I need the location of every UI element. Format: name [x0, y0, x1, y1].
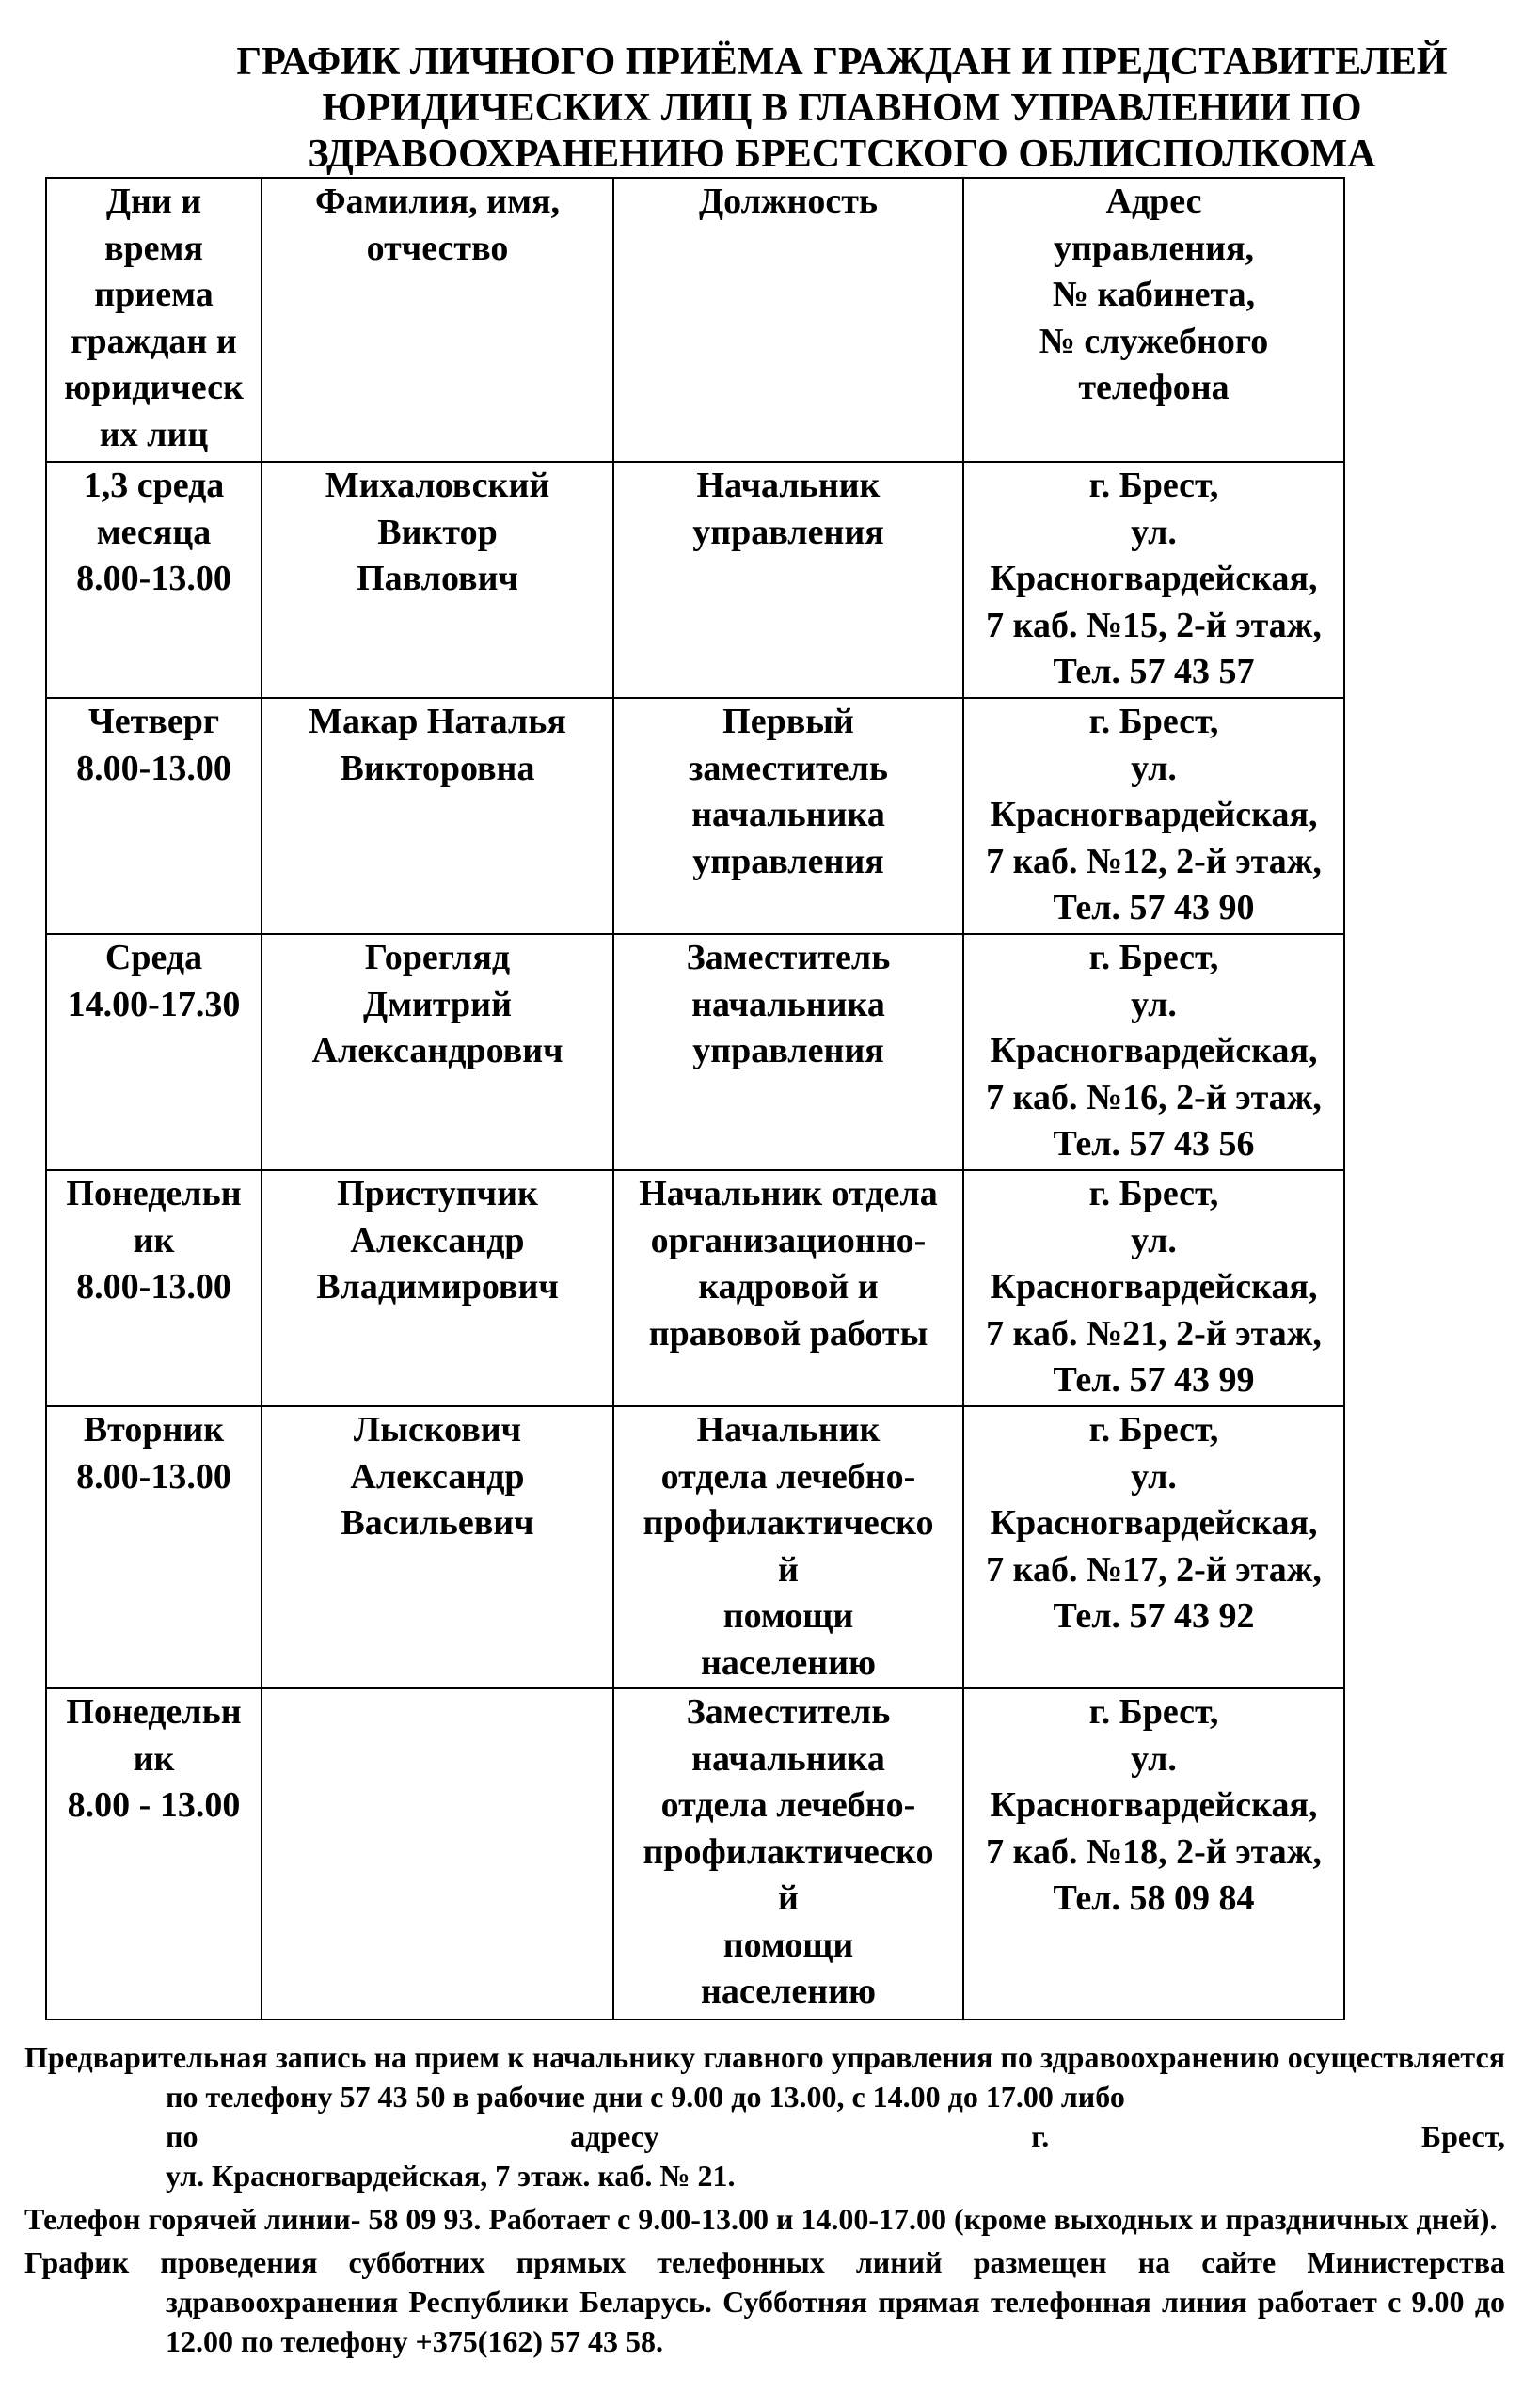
- note-word: по: [166, 2119, 198, 2153]
- cell-text-line: Тел. 57 43 99: [1053, 1360, 1255, 1400]
- cell-text-line: Тел. 57 43 57: [1053, 652, 1255, 691]
- cell-text-line: Викторовна: [340, 748, 535, 788]
- cell-address: [963, 1406, 1344, 1688]
- cell-text-line: й: [778, 1549, 799, 1590]
- cell-position: [613, 462, 963, 698]
- cell-text-line: № кабинета,: [1052, 275, 1256, 314]
- cell-position: [613, 1406, 963, 1688]
- note-saturday-lines: График проведения субботних прямых телефонных линий размещен на сайте Министерства здравоохранения Республики Беларусь. Субботняя прямая телефонная линия работает с 9.00 до 12.00 по телефону +375(162) 57 43 58.: [24, 2245, 1505, 2358]
- cell-text-line: Михаловский: [325, 466, 550, 505]
- cell-text-line: 14.00-17.30: [67, 984, 241, 1024]
- table-row: [46, 698, 1344, 934]
- cell-text-line: управления: [692, 841, 884, 881]
- cell-text-line: Красногвардейская,: [990, 559, 1318, 598]
- cell-text-line: Заместитель: [686, 938, 891, 977]
- cell-days: [46, 1170, 262, 1406]
- cell-text-line: граждан и: [71, 321, 237, 361]
- note-word: г.: [1031, 2119, 1050, 2153]
- cell-text-line: Среда: [104, 938, 203, 977]
- cell-text-line: управления: [692, 1031, 884, 1070]
- cell-text-line: время: [104, 228, 203, 268]
- cell-text-line: 7 каб. №15, 2-й этаж,: [986, 605, 1322, 645]
- cell-text-line: 7 каб. №12, 2-й этаж,: [986, 841, 1322, 881]
- cell-text-line: г. Брест,: [1088, 1410, 1219, 1450]
- cell-text-line: Макар Наталья: [309, 702, 566, 741]
- cell-text-line: Первый: [722, 702, 854, 741]
- cell-text-line: начальника: [691, 795, 885, 834]
- cell-address: [963, 1170, 1344, 1406]
- cell-text-line: Владимирович: [316, 1267, 559, 1307]
- notes-section: [24, 2037, 1505, 2365]
- cell-text-line: приема: [94, 275, 214, 314]
- cell-name: [262, 462, 613, 698]
- cell-text-line: Красногвардейская,: [990, 1785, 1318, 1825]
- cell-text-line: Александр: [350, 1456, 525, 1497]
- cell-text-line: Должность: [698, 182, 879, 221]
- cell-text-line: Красногвардейская,: [990, 1031, 1318, 1070]
- cell-text-line: населению: [700, 1972, 877, 2011]
- cell-text-line: отдела лечебно-: [660, 1456, 916, 1497]
- cell-days: [46, 698, 262, 934]
- cell-text-line: г. Брест,: [1088, 702, 1219, 741]
- cell-text-line: Александр: [350, 1220, 525, 1260]
- cell-name: [262, 1688, 613, 2020]
- note-appointment-text: Предварительная запись на прием к начальнику главного управления по здравоохранению осуществляется по телефону 57 43 50 в рабочие дни с 9.00 до 13.00, с 14.00 до 17.00 либо: [24, 2040, 1505, 2114]
- cell-days: [46, 1688, 262, 2020]
- cell-text-line: управления: [692, 512, 884, 552]
- cell-days: [46, 934, 262, 1170]
- header-name: [262, 178, 613, 462]
- note-word: Брест,: [1420, 2119, 1505, 2153]
- cell-text-line: населению: [700, 1642, 877, 1683]
- cell-text-line: 8.00-13.00: [76, 1456, 231, 1497]
- cell-text-line: Красногвардейская,: [990, 1503, 1318, 1543]
- cell-text-line: кадровой и: [698, 1267, 879, 1307]
- cell-text-line: Тел. 57 43 56: [1053, 1124, 1255, 1164]
- cell-text-line: профилактическо: [643, 1831, 934, 1872]
- cell-text-line: Четверг: [87, 702, 220, 741]
- cell-text-line: Понедельн: [66, 1174, 242, 1213]
- table-header-row: [46, 178, 1344, 462]
- table-row: [46, 1688, 1344, 2020]
- cell-position: [613, 934, 963, 1170]
- cell-text-line: г. Брест,: [1088, 1174, 1219, 1213]
- cell-text-line: Виктор: [377, 512, 498, 552]
- cell-text-line: профилактическо: [643, 1503, 934, 1543]
- cell-text-line: заместитель: [689, 748, 888, 788]
- cell-text-line: Начальник: [696, 1410, 881, 1450]
- cell-text-line: Тел. 57 43 90: [1053, 888, 1255, 927]
- cell-text-line: Приступчик: [337, 1174, 538, 1213]
- cell-text-line: Павлович: [357, 559, 518, 598]
- cell-text-line: ул.: [1131, 1220, 1177, 1260]
- cell-text-line: организационно-: [650, 1220, 927, 1260]
- cell-text-line: Фамилия, имя,: [314, 182, 561, 221]
- cell-text-line: Дмитрий: [363, 984, 512, 1024]
- cell-text-line: 8.00 - 13.00: [67, 1785, 241, 1825]
- cell-name: [262, 1170, 613, 1406]
- note-appointment-address-line: [166, 2116, 1505, 2156]
- cell-position: [613, 1170, 963, 1406]
- cell-text-line: Адрес: [1105, 182, 1202, 221]
- cell-text-line: ул.: [1131, 512, 1177, 552]
- cell-address: [963, 462, 1344, 698]
- reception-schedule-table: [45, 177, 1345, 2020]
- cell-text-line: й: [778, 1878, 799, 1918]
- cell-text-line: начальника: [691, 1738, 885, 1779]
- cell-text-line: № служебного: [1039, 321, 1269, 361]
- cell-text-line: ул.: [1131, 984, 1177, 1024]
- cell-text-line: Вторник: [83, 1410, 225, 1450]
- cell-text-line: ул.: [1131, 1456, 1177, 1497]
- cell-text-line: Горегляд: [364, 938, 511, 977]
- cell-text-line: Александрович: [311, 1031, 563, 1070]
- cell-text-line: 7 каб. №17, 2-й этаж,: [986, 1549, 1322, 1590]
- document-title: [179, 40, 1505, 178]
- cell-position: [613, 698, 963, 934]
- cell-text-line: ик: [133, 1738, 175, 1779]
- cell-text-line: 7 каб. №21, 2-й этаж,: [986, 1313, 1322, 1354]
- cell-text-line: Васильевич: [341, 1503, 534, 1543]
- cell-text-line: г. Брест,: [1088, 938, 1219, 977]
- cell-text-line: правовой работы: [648, 1313, 928, 1354]
- cell-name: [262, 698, 613, 934]
- header-position: [613, 178, 963, 462]
- header-address: [963, 178, 1344, 462]
- cell-address: [963, 698, 1344, 934]
- cell-text-line: Начальник: [696, 466, 881, 505]
- cell-name: [262, 1406, 613, 1688]
- cell-text-line: 8.00-13.00: [76, 748, 231, 788]
- cell-name: [262, 934, 613, 1170]
- header-days: [46, 178, 262, 462]
- cell-text-line: 1,3 среда: [83, 466, 225, 505]
- title-line-3: ЗДРАВООХРАНЕНИЮ БРЕСТСКОГО ОБЛИСПОЛКОМА: [308, 133, 1376, 176]
- cell-text-line: юридическ: [64, 368, 244, 407]
- table-row: [46, 934, 1344, 1170]
- cell-text-line: их лиц: [99, 414, 209, 454]
- table-row: [46, 1406, 1344, 1688]
- cell-text-line: помощи: [722, 1596, 854, 1636]
- cell-text-line: Красногвардейская,: [990, 1267, 1318, 1307]
- cell-text-line: Тел. 58 09 84: [1053, 1878, 1255, 1918]
- title-line-1: ГРАФИК ЛИЧНОГО ПРИЁМА ГРАЖДАН И ПРЕДСТАВИТЕЛЕЙ: [236, 40, 1448, 84]
- cell-text-line: начальника: [691, 984, 885, 1024]
- cell-position: [613, 1688, 963, 2020]
- cell-days: [46, 462, 262, 698]
- cell-address: [963, 934, 1344, 1170]
- cell-text-line: управления,: [1053, 228, 1255, 268]
- cell-text-line: Лыскович: [353, 1410, 522, 1450]
- note-appointment: [24, 2037, 1505, 2195]
- cell-text-line: Красногвардейская,: [990, 795, 1318, 834]
- cell-days: [46, 1406, 262, 1688]
- cell-text-line: ул.: [1131, 1738, 1177, 1779]
- table-row: [46, 462, 1344, 698]
- note-word: адресу: [570, 2119, 659, 2153]
- cell-text-line: Дни и: [105, 182, 202, 221]
- table-row: [46, 1170, 1344, 1406]
- cell-text-line: помощи: [722, 1925, 854, 1965]
- cell-text-line: телефона: [1078, 368, 1230, 407]
- cell-text-line: отчество: [366, 228, 509, 268]
- title-line-2: ЮРИДИЧЕСКИХ ЛИЦ В ГЛАВНОМ УПРАВЛЕНИИ ПО: [322, 87, 1362, 130]
- cell-text-line: отдела лечебно-: [660, 1785, 916, 1825]
- cell-text-line: месяца: [96, 512, 212, 552]
- cell-text-line: Тел. 57 43 92: [1053, 1596, 1255, 1636]
- cell-text-line: ул.: [1131, 748, 1177, 788]
- cell-address: [963, 1688, 1344, 2020]
- cell-text-line: 8.00-13.00: [76, 559, 231, 598]
- cell-text-line: г. Брест,: [1088, 1692, 1219, 1732]
- cell-text-line: г. Брест,: [1088, 466, 1219, 505]
- cell-text-line: 8.00-13.00: [76, 1267, 231, 1307]
- note-hotline: Телефон горячей линии- 58 09 93. Работает с 9.00-13.00 и 14.00-17.00 (кроме выходных и праздничных дней).: [24, 2202, 1498, 2236]
- cell-text-line: Заместитель: [686, 1692, 891, 1732]
- cell-text-line: 7 каб. №16, 2-й этаж,: [986, 1077, 1322, 1117]
- note-appointment-last-line: ул. Красногвардейская, 7 этаж. каб. № 21.: [166, 2159, 736, 2193]
- cell-text-line: ик: [133, 1220, 175, 1260]
- cell-text-line: Понедельн: [66, 1692, 242, 1732]
- cell-text-line: 7 каб. №18, 2-й этаж,: [986, 1831, 1322, 1872]
- cell-text-line: Начальник отдела: [639, 1174, 938, 1213]
